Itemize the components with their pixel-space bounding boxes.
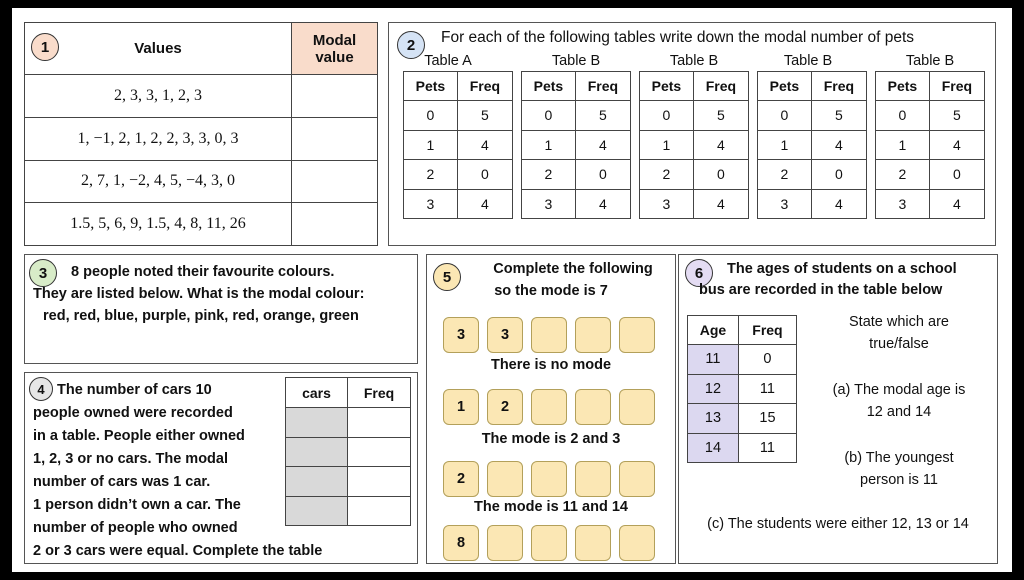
q5-title: so the mode is 7 [494, 283, 608, 299]
answer-box[interactable]: 2 [487, 389, 523, 425]
answer-box[interactable] [487, 461, 523, 497]
modal-value-header: Modal value [292, 23, 378, 75]
pets-table-block [521, 53, 631, 219]
q4-line: in a table. People either owned [33, 428, 245, 444]
answer-box[interactable] [619, 525, 655, 561]
freq-cell: 4 [929, 130, 984, 160]
q6-statement-line: (b) The youngest [844, 450, 954, 466]
freq-cell: 4 [575, 189, 630, 219]
pets-table [875, 71, 985, 219]
freq-cell: 0 [738, 345, 796, 375]
answer-box[interactable] [487, 525, 523, 561]
q1-answer-cell[interactable] [292, 203, 378, 246]
pets-table-block [639, 53, 749, 219]
age-cell: 13 [688, 404, 739, 434]
q3-number: 3 [29, 259, 57, 287]
q3-line: 8 people noted their favourite colours. [71, 264, 335, 280]
q6-statement-a [809, 379, 989, 423]
worksheet [12, 8, 1012, 572]
q6-statement-line: person is 11 [860, 472, 938, 488]
freq-header: Freq [693, 72, 748, 101]
q6-statement-line: (a) The modal age is [832, 382, 966, 398]
q5-panel [426, 254, 676, 564]
freq-cell: 5 [929, 101, 984, 131]
q1-number: 1 [31, 33, 59, 61]
age-cell: 14 [688, 433, 739, 463]
q1-answer-cell[interactable] [292, 117, 378, 160]
q4-line: 1 person didn’t own a car. The [33, 497, 241, 513]
pets-table [757, 71, 867, 219]
cars-cell[interactable] [286, 437, 348, 467]
freq-cell[interactable] [348, 496, 411, 526]
q6-table [687, 315, 797, 463]
pets-cell: 1 [640, 130, 694, 160]
q5-label: There is no mode [490, 357, 612, 373]
cars-cell[interactable] [286, 467, 348, 497]
q4-panel [24, 372, 418, 564]
q4-text [33, 379, 323, 563]
q1-row-values: 1.5, 5, 6, 9, 1.5, 4, 8, 11, 26 [25, 203, 292, 246]
cars-cell[interactable] [286, 496, 348, 526]
pets-cell: 0 [640, 101, 694, 131]
pets-header: Pets [640, 72, 694, 101]
q6-title-line: The ages of students on a school [727, 261, 957, 277]
table-caption: Table B [669, 53, 719, 69]
q1-answer-cell[interactable] [292, 75, 378, 118]
answer-box[interactable]: 8 [443, 525, 479, 561]
freq-cell[interactable] [348, 467, 411, 497]
table-caption: Table A [424, 53, 472, 69]
age-header: Age [688, 316, 739, 345]
freq-cell: 0 [457, 160, 512, 190]
freq-header: Freq [457, 72, 512, 101]
q3-line: They are listed below. What is the modal colour: [33, 286, 365, 302]
freq-cell: 0 [575, 160, 630, 190]
pets-cell: 1 [404, 130, 458, 160]
answer-box[interactable] [619, 317, 655, 353]
q1-answer-cell[interactable] [292, 160, 378, 203]
answer-box[interactable] [575, 389, 611, 425]
pets-cell: 3 [522, 189, 576, 219]
q2-panel [388, 22, 996, 246]
pets-header: Pets [758, 72, 812, 101]
q4-line: 1, 2, 3 or no cars. The modal [33, 451, 229, 467]
freq-header: Freq [575, 72, 630, 101]
freq-cell: 4 [693, 189, 748, 219]
answer-box[interactable]: 2 [443, 461, 479, 497]
q5-label: The mode is 2 and 3 [481, 431, 621, 447]
pets-cell: 3 [758, 189, 812, 219]
q4-line: number of cars was 1 car. [33, 474, 211, 490]
pets-table [403, 71, 513, 219]
q3-colour-list: red, red, blue, purple, pink, red, orange, green [43, 308, 359, 324]
q1-table [24, 22, 378, 246]
answer-box[interactable] [531, 389, 567, 425]
pets-cell: 0 [758, 101, 812, 131]
answer-box[interactable]: 1 [443, 389, 479, 425]
age-cell: 12 [688, 374, 739, 404]
table-caption: Table B [551, 53, 601, 69]
freq-cell: 0 [693, 160, 748, 190]
freq-cell: 4 [811, 130, 866, 160]
pets-cell: 3 [640, 189, 694, 219]
q5-title: Complete the following [493, 261, 653, 277]
q4-number: 4 [29, 377, 53, 401]
freq-cell: 11 [738, 374, 796, 404]
q6-instruction-line: true/false [869, 336, 929, 352]
freq-cell: 4 [457, 130, 512, 160]
answer-box[interactable] [575, 461, 611, 497]
q4-line: people owned were recorded [33, 405, 233, 421]
cars-cell[interactable] [286, 408, 348, 438]
pets-cell: 3 [876, 189, 930, 219]
freq-cell: 4 [929, 189, 984, 219]
q6-instruction-line: State which are [849, 314, 949, 330]
q6-title-line: bus are recorded in the table below [699, 282, 943, 298]
pets-cell: 0 [404, 101, 458, 131]
q3-panel [24, 254, 418, 364]
q4-line: The number of cars 10 [57, 382, 212, 398]
q1-row-values: 2, 7, 1, −2, 4, 5, −4, 3, 0 [25, 160, 292, 203]
q6-instruction [809, 311, 989, 355]
freq-cell: 5 [457, 101, 512, 131]
pets-cell: 2 [404, 160, 458, 190]
q6-statement-c: (c) The students were either 12, 13 or 14 [707, 516, 969, 532]
q2-number: 2 [397, 31, 425, 59]
freq-cell: 0 [811, 160, 866, 190]
freq-header: Freq [811, 72, 866, 101]
pets-cell: 1 [522, 130, 576, 160]
freq-header: Freq [738, 316, 796, 345]
age-cell: 11 [688, 345, 739, 375]
pets-table [639, 71, 749, 219]
pets-table-block [403, 53, 513, 219]
q2-title: For each of the following tables write down the modal number of pets [441, 29, 915, 46]
q4-line: 2 or 3 cars were equal. Complete the table [33, 543, 323, 559]
freq-cell[interactable] [348, 408, 411, 438]
answer-box[interactable] [619, 389, 655, 425]
freq-header: Freq [929, 72, 984, 101]
pets-cell: 2 [522, 160, 576, 190]
freq-cell: 4 [811, 189, 866, 219]
pets-cell: 1 [758, 130, 812, 160]
pets-cell: 0 [522, 101, 576, 131]
pets-cell: 2 [640, 160, 694, 190]
pets-header: Pets [876, 72, 930, 101]
q5-number: 5 [433, 263, 461, 291]
freq-cell: 15 [738, 404, 796, 434]
table-caption: Table B [905, 53, 955, 69]
q6-panel [678, 254, 998, 564]
freq-cell: 5 [693, 101, 748, 131]
pets-cell: 2 [758, 160, 812, 190]
pets-table-block [757, 53, 867, 219]
q6-statement-line: 12 and 14 [866, 404, 932, 420]
freq-cell: 5 [575, 101, 630, 131]
freq-header: Freq [348, 378, 411, 408]
answer-box[interactable] [619, 461, 655, 497]
q1-row-values: 2, 3, 3, 1, 2, 3 [25, 75, 292, 118]
freq-cell[interactable] [348, 437, 411, 467]
answer-box[interactable] [531, 461, 567, 497]
pets-header: Pets [404, 72, 458, 101]
answer-box[interactable] [575, 317, 611, 353]
pets-table [521, 71, 631, 219]
q4-line: number of people who owned [33, 520, 238, 536]
freq-cell: 4 [693, 130, 748, 160]
answer-box[interactable] [575, 525, 611, 561]
values-header-label: Values [134, 40, 182, 57]
pets-cell: 3 [404, 189, 458, 219]
freq-cell: 0 [929, 160, 984, 190]
freq-cell: 11 [738, 433, 796, 463]
table-caption: Table B [783, 53, 833, 69]
q6-statement-b [809, 447, 989, 491]
pets-header: Pets [522, 72, 576, 101]
freq-cell: 4 [575, 130, 630, 160]
answer-box[interactable]: 3 [487, 317, 523, 353]
answer-box[interactable] [531, 317, 567, 353]
answer-box[interactable]: 3 [443, 317, 479, 353]
cars-header: cars [286, 378, 348, 408]
q6-number: 6 [685, 259, 713, 287]
q5-label: The mode is 11 and 14 [474, 499, 628, 515]
pets-table-block [875, 53, 985, 219]
q3-text [33, 261, 364, 327]
q4-table [285, 377, 411, 526]
q1-values-header [25, 23, 292, 75]
freq-cell: 4 [457, 189, 512, 219]
freq-cell: 5 [811, 101, 866, 131]
q1-row-values: 1, −1, 2, 1, 2, 2, 3, 3, 0, 3 [25, 117, 292, 160]
q1-panel [24, 22, 378, 246]
pets-cell: 1 [876, 130, 930, 160]
pets-cell: 0 [876, 101, 930, 131]
pets-cell: 2 [876, 160, 930, 190]
q6-title [687, 259, 993, 301]
answer-box[interactable] [531, 525, 567, 561]
